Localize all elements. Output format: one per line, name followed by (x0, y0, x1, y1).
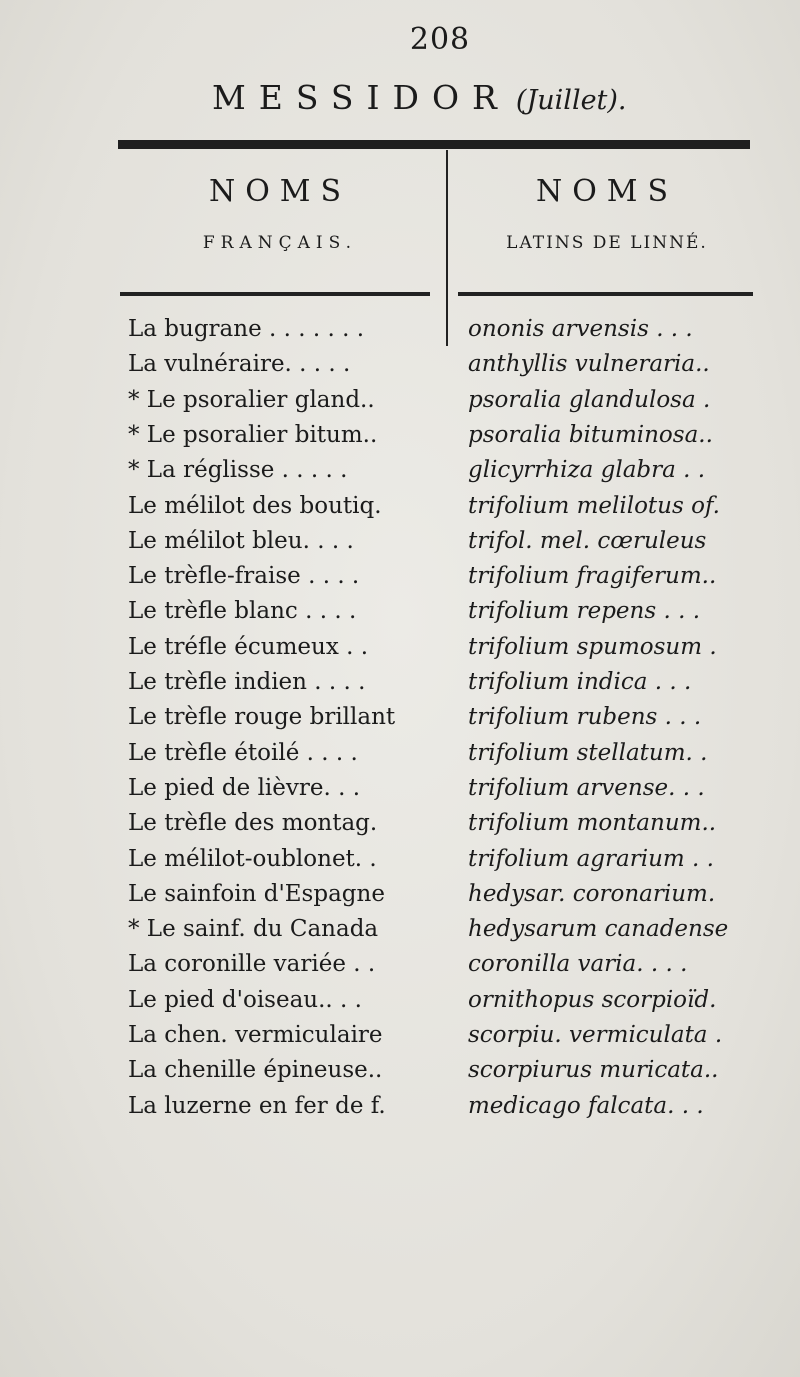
header-french-names (130, 174, 430, 253)
latin-name: trifolium rubens . . . (468, 704, 702, 731)
table-row (0, 493, 800, 528)
table-row (0, 387, 800, 422)
table-row (0, 987, 800, 1022)
table-row (0, 775, 800, 810)
page-title (212, 78, 692, 117)
table-row (0, 810, 800, 845)
latin-name: trifolium fragiferum.. (468, 563, 717, 590)
french-name: La vulnéraire. . . . . (128, 351, 351, 378)
table-row (0, 1022, 800, 1057)
table-row (0, 457, 800, 492)
header-latin-names (462, 174, 752, 253)
latin-name: hedysarum canadense (468, 916, 729, 943)
french-name: Le sainfoin d'Espagne (128, 880, 385, 907)
table-row (0, 422, 800, 457)
latin-name: scorpiu. vermiculata . (468, 1022, 723, 1048)
table-row (0, 846, 800, 881)
french-name: Le pied d'oiseau.. . . (128, 986, 362, 1013)
french-name: Le trèfle indien . . . . (128, 669, 366, 695)
latin-name: trifolium montanum.. (468, 810, 717, 837)
right-header-subtitle: LATINS DE LINNÉ. (506, 233, 708, 253)
header-rule-left (120, 292, 430, 296)
latin-name: trifolium stellatum. . (468, 739, 708, 766)
latin-name: trifolium spumosum . (468, 633, 717, 660)
table-row (0, 563, 800, 598)
french-name: * Le psoralier bitum.. (128, 421, 378, 448)
french-name: La chenille épineuse.. (128, 1057, 383, 1084)
top-rule (118, 140, 750, 149)
table-row (0, 528, 800, 563)
table-row (0, 704, 800, 739)
latin-name: trifolium agrarium . . (468, 845, 714, 872)
latin-name: ononis arvensis . . . (468, 316, 693, 342)
latin-name: trifol. mel. cœruleus (468, 527, 707, 554)
month-gloss: (Juillet). (515, 85, 627, 116)
left-header-title: NOMS (208, 174, 352, 209)
french-name: Le pied de lièvre. . . (128, 774, 361, 801)
latin-name: trifolium repens . . . (468, 598, 701, 625)
french-name: Le trèfle blanc . . . . (128, 598, 357, 625)
latin-name: psoralia bituminosa.. (468, 421, 713, 448)
table-row (0, 916, 800, 951)
left-header-subtitle: FRANÇAIS. (202, 233, 358, 253)
table-row (0, 634, 800, 669)
latin-name: trifolium melilotus of. (468, 492, 720, 519)
latin-name: trifolium indica . . . (468, 669, 692, 695)
french-name: La luzerne en fer de f. (128, 1092, 386, 1119)
french-name: Le tréfle écumeux . . (128, 633, 369, 660)
latin-name: scorpiurus muricata.. (468, 1057, 719, 1084)
latin-name: coronilla varia. . . . (468, 951, 688, 978)
latin-name: psoralia glandulosa . (468, 386, 711, 413)
french-name: La chen. vermiculaire (128, 1022, 383, 1048)
month-name: MESSIDOR (212, 78, 510, 117)
french-name: * La réglisse . . . . . (128, 457, 348, 484)
table-row (0, 881, 800, 916)
table-row (0, 351, 800, 386)
french-name: Le mélilot-oublonet. . (128, 845, 377, 872)
table-row (0, 1093, 800, 1128)
french-name: Le trèfle des montag. (128, 810, 378, 837)
french-name: Le trèfle rouge brillant (128, 704, 396, 731)
french-name: Le trèfle-fraise . . . . (128, 563, 360, 590)
french-name: Le mélilot des boutiq. (128, 492, 382, 519)
table-row (0, 598, 800, 633)
table-row (0, 951, 800, 986)
latin-name: medicago falcata. . . (468, 1092, 704, 1119)
table-row (0, 740, 800, 775)
table-row (0, 669, 800, 704)
table-row (0, 1057, 800, 1092)
french-name: * Le sainf. du Canada (128, 916, 379, 943)
latin-name: trifolium arvense. . . (468, 774, 705, 801)
latin-name: anthyllis vulneraria.. (468, 351, 710, 378)
table-row (0, 316, 800, 351)
french-name: * Le psoralier gland.. (128, 386, 375, 413)
french-name: La bugrane . . . . . . . (128, 316, 365, 342)
french-name: Le trèfle étoilé . . . . (128, 739, 358, 766)
latin-name: glicyrrhiza glabra . . (468, 457, 706, 484)
page-number: 208 (409, 22, 471, 57)
french-name: Le mélilot bleu. . . . (128, 527, 354, 554)
latin-name: hedysar. coronarium. (468, 880, 716, 907)
french-name: La coronille variée . . (128, 951, 376, 978)
header-rule-right (458, 292, 753, 296)
latin-name: ornithopus scorpioïd. (468, 986, 717, 1013)
right-header-title: NOMS (535, 174, 679, 209)
